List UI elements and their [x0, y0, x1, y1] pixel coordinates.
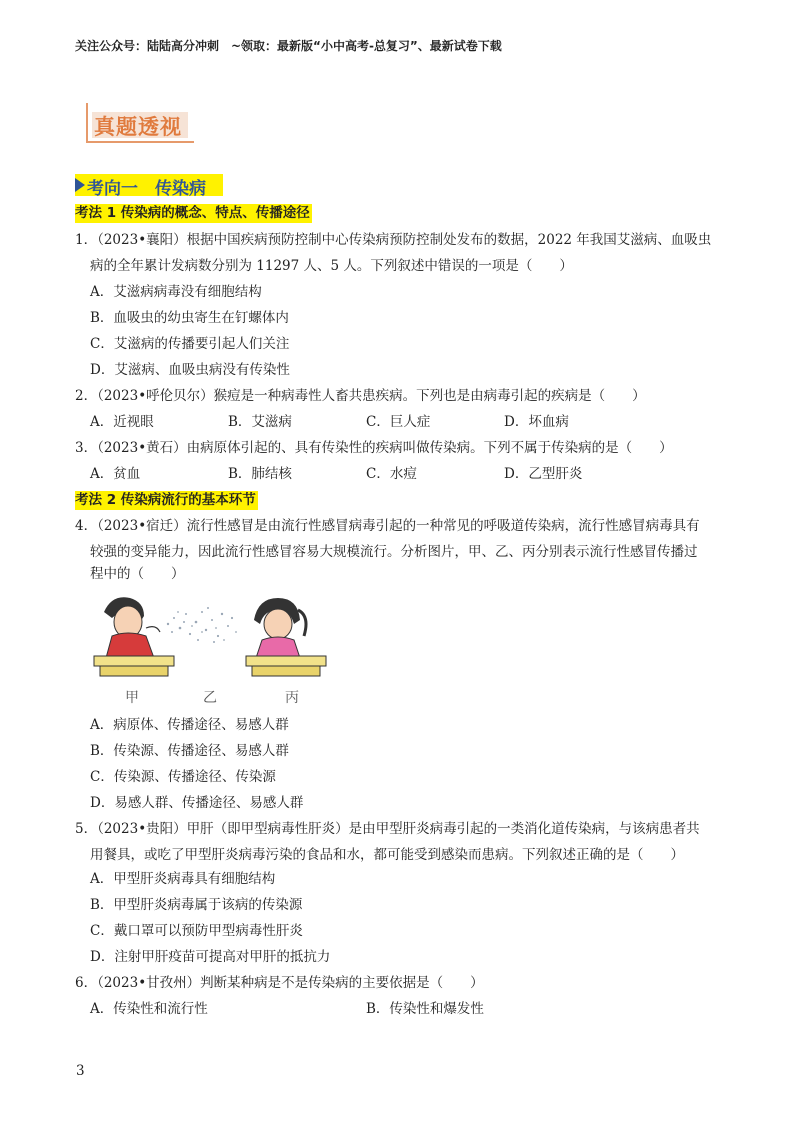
title-banner — [86, 103, 194, 143]
question-1-line-2: 病的全年累计发病数分别为 11297 人、5 人。下列叙述中错误的一项是（ ） — [90, 258, 573, 274]
figure-label-jia: 甲 — [125, 690, 139, 706]
figure-label-yi: 乙 — [203, 690, 217, 706]
question-3-option-c: C．水痘 — [366, 466, 417, 482]
question-6-option-b: B．传染性和爆发性 — [366, 1001, 484, 1017]
figure-label-bing: 丙 — [285, 690, 299, 706]
page-title: 真题透视 — [94, 115, 182, 139]
question-5-option-d: D．注射甲肝疫苗可提高对甲肝的抵抗力 — [90, 949, 331, 965]
question-1-option-d: D．艾滋病、血吸虫病没有传染性 — [90, 362, 290, 378]
topic-heading-2: 考法 2 传染病流行的基本环节 — [75, 492, 256, 508]
topic-heading-1: 考法 1 传染病的概念、特点、传播途径 — [75, 205, 310, 221]
question-1-option-b: B．血吸虫的幼虫寄生在钉螺体内 — [90, 310, 289, 326]
question-4-option-d: D．易感人群、传播途径、易感人群 — [90, 795, 304, 811]
question-4-line-2: 较强的变异能力，因此流行性感冒容易大规模流行。分析图片，甲、乙、丙分别表示流行性感冒传播过 — [90, 544, 698, 560]
question-6-option-a: A．传染性和流行性 — [90, 1001, 208, 1017]
question-3-line-1: 3．（2023•黄石）由病原体引起的、具有传染性的疾病叫做传染病。下列不属于传染病的是（ ） — [75, 440, 673, 456]
question-5-line-2: 用餐具，或吃了甲型肝炎病毒污染的食品和水，都可能受到感染而患病。下列叙述正确的是（ ） — [90, 847, 684, 863]
question-1-line-1: 1．（2023•襄阳）根据中国疾病预防控制中心传染病预防控制处发布的数据，2022 年我国艾滋病、血吸虫 — [75, 232, 712, 248]
question-1-option-a: A．艾滋病病毒没有细胞结构 — [90, 284, 262, 300]
question-5-option-c: C．戴口罩可以预防甲型病毒性肝炎 — [90, 923, 303, 939]
question-3-option-b: B．肺结核 — [228, 466, 292, 482]
section-heading — [75, 174, 223, 199]
question-3-option-d: D．乙型肝炎 — [504, 466, 583, 482]
page-number: 3 — [76, 1063, 85, 1079]
question-2-option-d: D．坏血病 — [504, 414, 569, 430]
question-4-option-c: C．传染源、传播途径、传染源 — [90, 769, 276, 785]
question-6-line-1: 6．（2023•甘孜州）判断某种病是不是传染病的主要依据是（ ） — [75, 975, 484, 991]
triangle-arrow-icon — [75, 178, 85, 192]
desks — [94, 656, 326, 676]
title-decoration-vertical — [86, 103, 88, 143]
question-5-option-b: B．甲型肝炎病毒属于该病的传染源 — [90, 897, 303, 913]
title-decoration-horizontal — [86, 141, 194, 143]
page-header: 关注公众号：陆陆高分冲刺 ~领取：最新版“小中高考-总复习”、最新试卷下载 — [75, 39, 502, 53]
flu-transmission-illustration — [90, 584, 330, 710]
section-title: 考向一 传染病 — [87, 179, 206, 199]
question-2-line-1: 2．（2023•呼伦贝尔）猴痘是一种病毒性人畜共患疾病。下列也是由病毒引起的疾病是（ ） — [75, 388, 646, 404]
question-4-option-a: A．病原体、传播途径、易感人群 — [90, 717, 289, 733]
question-5-option-a: A．甲型肝炎病毒具有细胞结构 — [90, 871, 276, 887]
question-4-line-3: 程中的（ ） — [90, 566, 185, 582]
girl-figure — [254, 598, 306, 658]
question-4-line-1: 4．（2023•宿迁）流行性感冒是由流行性感冒病毒引起的一种常见的呼吸道传染病，流行性感冒病毒具有 — [75, 518, 700, 534]
question-2-option-c: C．巨人症 — [366, 414, 431, 430]
question-2-option-b: B．艾滋病 — [228, 414, 292, 430]
question-3-option-a: A．贫血 — [90, 466, 141, 482]
question-2-option-a: A．近视眼 — [90, 414, 154, 430]
droplet-cloud — [167, 607, 237, 643]
boy-figure — [104, 597, 160, 658]
question-4-option-b: B．传染源、传播途径、易感人群 — [90, 743, 289, 759]
question-5-line-1: 5．（2023•贵阳）甲肝（即甲型病毒性肝炎）是由甲型肝炎病毒引起的一类消化道传染病，与该病患者共 — [75, 821, 700, 837]
question-1-option-c: C．艾滋病的传播要引起人们关注 — [90, 336, 290, 352]
